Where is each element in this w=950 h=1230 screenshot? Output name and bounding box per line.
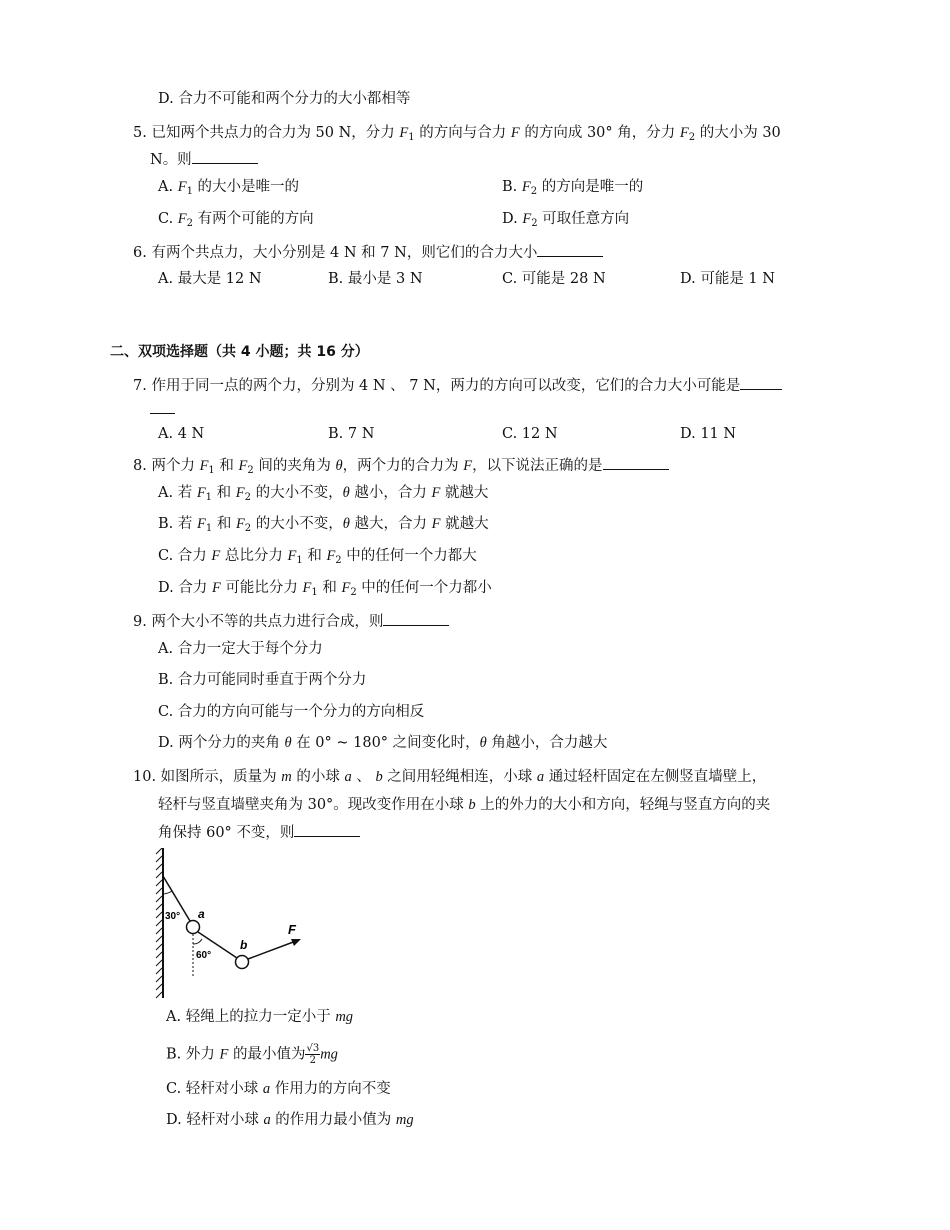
q8-option-c: C. 合力 F 总比分力 $F_1$ 和 $F_2$ 中的任何一个力都大 [158,548,477,566]
fraction-sqrt3-over-2: $\frac{√3}{2}$ [306,1043,320,1066]
q7-stem: 7. 作用于同一点的两个力，分别为 4 N 、 7 N，两力的方向可以改变，它们的合力大小可能是 [133,375,782,396]
q6-option-d: D. 可能是 1 N [680,271,775,287]
q9-option-c: C. 合力的方向可能与一个分力的方向相反 [158,704,425,720]
ball-b [236,956,249,969]
force-label: F [288,922,296,937]
q10-stem-line3: 角保持 60° 不变，则 [158,822,360,843]
ball-a [187,921,200,934]
answer-blank[interactable] [537,242,603,257]
answer-blank[interactable] [383,611,449,626]
answer-blank[interactable] [192,149,258,164]
angle-label-30: 30° [165,911,181,922]
q7-option-a: A. 4 N [158,426,205,442]
ball-b-label: b [240,938,248,952]
q10-option-d: D. 轻杆对小球 a 的作用力最小值为 mg [166,1112,414,1128]
force-diagram [150,848,320,1000]
q9-stem: 9. 两个大小不等的共点力进行合成，则 [133,611,449,632]
angle-arc-60 [193,939,202,944]
q6-option-c: C. 可能是 28 N [502,271,606,287]
q6-option-b: B. 最小是 3 N [328,271,423,287]
q5-stem-line2: N。则 [150,149,258,170]
q9-option-b: B. 合力可能同时垂直于两个分力 [158,672,367,688]
force-arrow-head [291,939,301,946]
q8-stem: 8. 两个力 $F_1$ 和 $F_2$ 间的夹角为 θ，两个力的合力为 F，以下说法正确的是 [133,455,669,478]
ball-a-label: a [198,907,205,921]
q10-option-b: B. 外力 F 的最小值为 $\frac{√3}{2}$ mg [166,1043,338,1066]
q9-option-a: A. 合力一定大于每个分力 [158,641,323,657]
q8-option-b: B. 若 $F_1$ 和 $F_2$ 的大小不变，θ 越大，合力 F 就越大 [158,516,489,534]
q5-stem-line1: 5. 已知两个共点力的合力为 50 N，分力 $F_1$ 的方向与合力 F 的方向成 30° 角，分力 $F_2$ 的大小为 30 [133,125,781,143]
q4-option-d: D. 合力不可能和两个分力的大小都相等 [158,91,411,107]
q10-option-a: A. 轻绳上的拉力一定小于 mg [166,1009,354,1025]
q5-option-d: D. $F_2$ 可取任意方向 [502,211,630,229]
answer-blank[interactable] [294,822,360,837]
q5-option-c: C. $F_2$ 有两个可能的方向 [158,211,314,229]
angle-label-60: 60° [196,950,212,961]
q5-option-b: B. $F_2$ 的方向是唯一的 [502,179,644,197]
answer-blank-continuation[interactable] [150,413,175,414]
angle-arc-30 [163,891,172,894]
answer-blank[interactable] [603,455,669,470]
force-arrow [248,941,296,959]
q10-option-c: C. 轻杆对小球 a 作用力的方向不变 [166,1081,391,1097]
q10-stem-line2: 轻杆与竖直墙壁夹角为 30°。现改变作用在小球 b 上的外力的大小和方向，轻绳与竖直方向的夹 [158,797,771,813]
q7-option-d: D. 11 N [680,426,737,442]
q5-option-a: A. $F_1$ 的大小是唯一的 [158,179,300,197]
q10-stem-line1: 10. 如图所示，质量为 m 的小球 a 、 b 之间用轻绳相连，小球 a 通过轻杆固定在左侧竖直墙壁上， [133,769,767,785]
section-heading: 二、双项选择题（共 4 小题；共 16 分） [110,344,369,360]
q7-option-b: B. 7 N [328,426,375,442]
q8-option-a: A. 若 $F_1$ 和 $F_2$ 的大小不变，θ 越小，合力 F 就越大 [158,485,489,503]
q8-option-d: D. 合力 F 可能比分力 $F_1$ 和 $F_2$ 中的任何一个力都小 [158,580,492,598]
q6-option-a: A. 最大是 12 N [158,271,262,287]
q7-option-c: C. 12 N [502,426,558,442]
wall [156,848,163,998]
q9-option-d: D. 两个分力的夹角 θ 在 0° ~ 180° 之间变化时，θ 角越小，合力越大 [158,735,608,751]
answer-blank[interactable] [740,375,782,390]
q6-stem: 6. 有两个共点力，大小分别是 4 N 和 7 N，则它们的合力大小 [133,242,603,263]
